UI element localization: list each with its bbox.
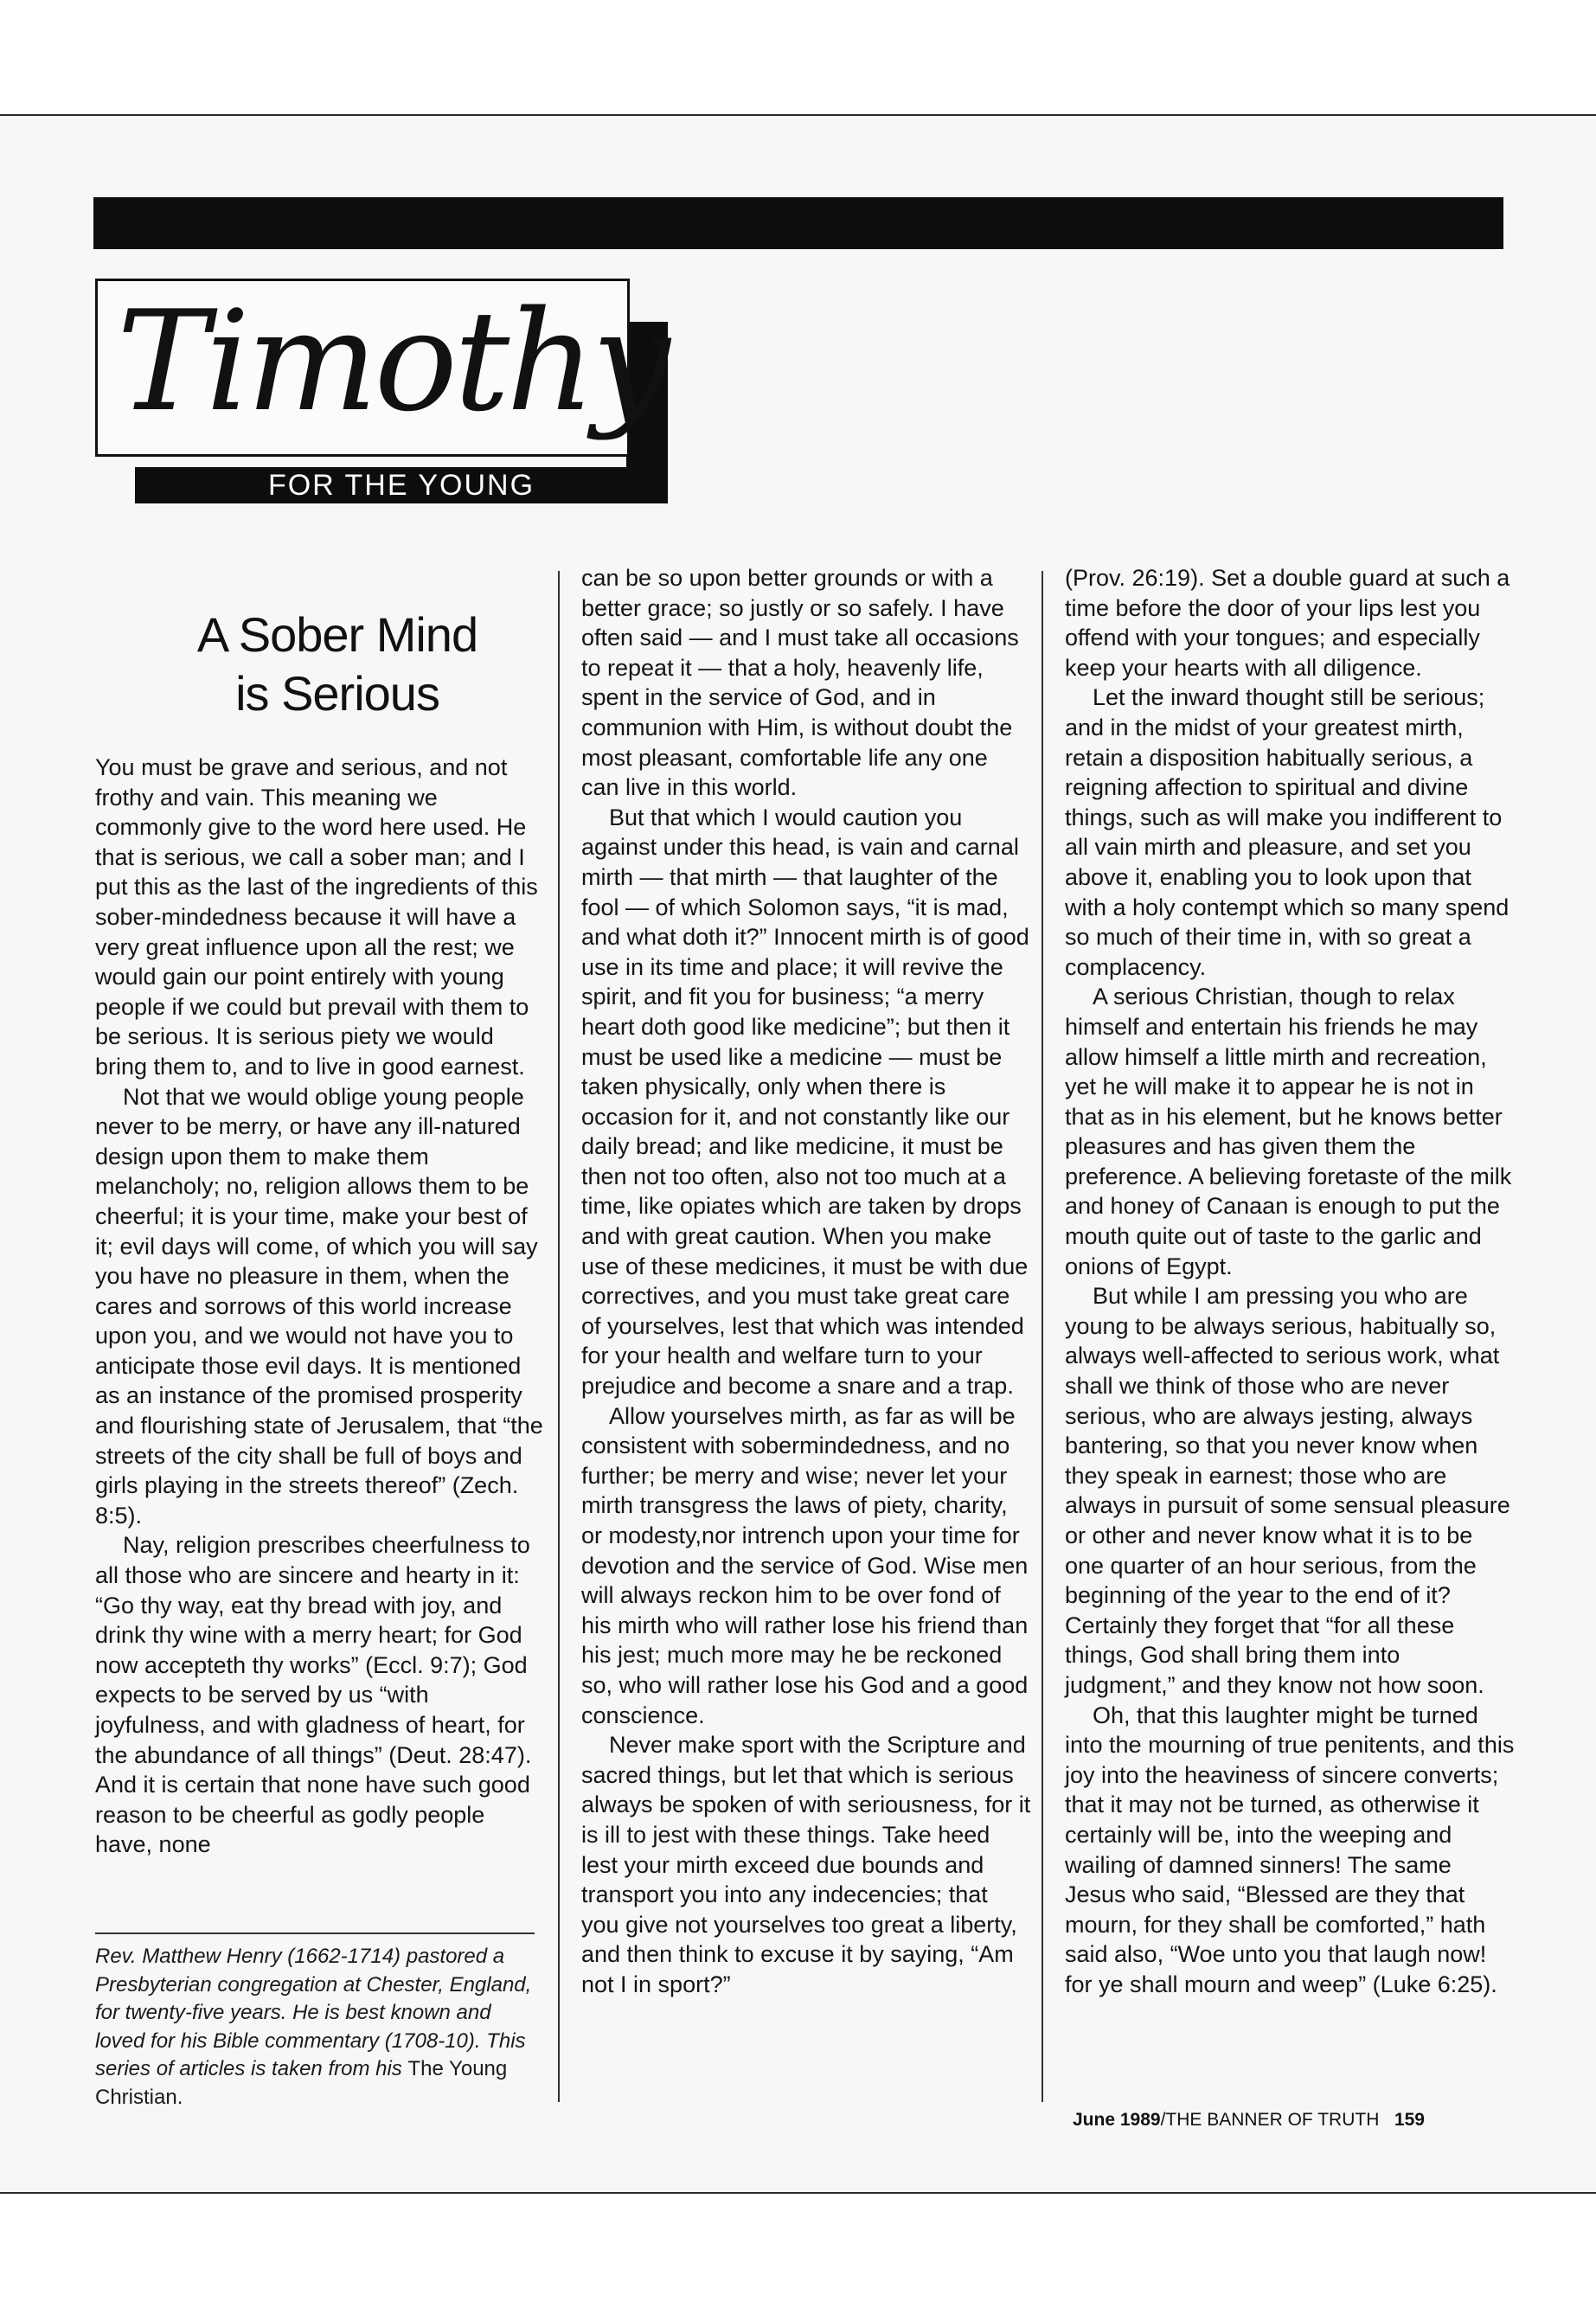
paragraph: Oh, that this laughter might be turned into the mourning of true penitents, and this joy into the heaviness of sincere converts; that it may not be turned, as otherwise it certainly will be, into the weeping and wailing of damned sinners! The same Jesus who said, “Blessed are they that mourn, for they shall be comforted,” hath said also, “Woe unto you that laugh now! for ye shall mourn and weep” (Luke 6:25). [1065, 1702, 1515, 1997]
page-number: 159 [1394, 2110, 1425, 2130]
paragraph: Not that we would oblige young people never to be merry, or have any ill-natured design upon them to make them melancholy; no, religion allows them to be cheerful; it is your time, make your best of it; evil days will come, of which you will say you have no pleasure in them, when the cares and sorrows of this world increase upon you, and we would not have you to anticipate those evil days. It is mentioned as an instance of the promised prosperity and flourishing state of Jerusalem, that “the streets of the city shall be full of boys and girls playing in the streets thereof” (Zech. 8:5). [95, 1083, 543, 1529]
issue-date: June 1989 [1073, 2110, 1161, 2130]
paragraph: Nay, religion prescribes cheerfulness to all those who are sincere and hearty in it: “Go thy way, eat thy bread with joy, and drink thy wine with a merry heart; for God now accepteth thy works” (Eccl. 9:7); God expects to be served by us “with joyfulness, and with gladness of heart, for the abundance of all things” (Deut. 28:47). And it is certain that none have such good reason to be cheerful as godly people have, none [95, 1532, 532, 1858]
book-title: The Young Christian. [95, 2057, 508, 2109]
paragraph: A serious Christian, though to relax himself and entertain his friends he may allow himself a little mirth and recreation, yet he will make it to appear he is not in that as in his element, but he knows better pleasures and has given them the preference. A believing foretaste of the milk and honey of Canaan is enough to put the mouth quite out of taste to the garlic and onions of Egypt. [1065, 984, 1512, 1279]
paragraph: (Prov. 26:19). Set a double guard at such a time before the door of your lips lest you offend with your tongues; and especially keep your hearts with all diligence. [1065, 565, 1510, 681]
author-bio-text: Rev. Matthew Henry (1662-1714) pastored a Presbyterian congregation at Chester, England, for twenty-five years. He is best known and loved for his Bible commentary (1708-10). This series of articles is taken from his [95, 1945, 532, 2080]
text-column-3 [1065, 563, 1515, 2000]
article-title [95, 606, 580, 723]
article-title-line-1: A Sober Mind [196, 607, 478, 662]
paragraph: can be so upon better grounds or with a better grace; so justly or so safely. I have often said — and I must take all occasions to repeat it — that a holy, heavenly life, spent in the service of God, and in communion with Him, is without doubt the most pleasant, comfortable life any one can live in this world. [581, 565, 1019, 801]
article-title-line-2: is Serious [235, 666, 439, 721]
bio-divider [95, 1932, 535, 1934]
paragraph: But while I am pressing you who are young to be always serious, habitually so, always well-affected to serious work, what shall we think of those who are never serious, who are always jesting, always bantering, so that you never know when they speak in earnest; those who are always in pursuit of some sensual pleasure or other and never know what it is to be one quarter of an hour serious, from the beginning of the year to the end of it? Certainly they forget that “for all these things, God shall bring them into judgment,” and they know not how soon. [1065, 1283, 1510, 1698]
text-column-1 [95, 753, 543, 1860]
paragraph: Allow yourselves mirth, as far as will be consistent with sobermindedness, and no further; be merry and wise; never let your mirth transgress the laws of piety, charity, or modesty,nor intrench upon your time for devotion and the service of God. Wise men will always reckon him to be over fond of his mirth who will rather lose his friend than his jest; much more may he be reckoned so, who will rather lose his God and a good conscience. [581, 1402, 1029, 1728]
column-divider [1042, 571, 1043, 2102]
paragraph: Let the inward thought still be serious; and in the midst of your greatest mirth, retain a disposition habitually serious, a reigning affection to spiritual and divine things, such as will make you indifferent to all vain mirth and pleasure, and set you above it, enabling you to look upon that with a holy contempt which so many spend so much of their time in, with so great a complacency. [1065, 684, 1509, 980]
magazine-name: /THE BANNER OF TRUTH [1160, 2110, 1380, 2130]
author-bio [95, 1943, 545, 2112]
page-footer [1073, 2107, 1505, 2133]
paragraph: You must be grave and serious, and not frothy and vain. This meaning we commonly give to the word here used. He that is serious, we call a sober man; and I put this as the last of the ingredients of this sober-mindedness because it will have a very great influence upon all the rest; we would gain our point entirely with young people if we could but prevail with them to be serious. It is serious piety we would bring them to, and to live in good earnest. [95, 754, 538, 1080]
magazine-section-logo: Timothy [117, 280, 667, 442]
section-banner: FOR THE YOUNG [135, 467, 668, 503]
header-black-bar [93, 197, 1503, 249]
column-divider [558, 571, 560, 2102]
text-column-2 [581, 563, 1031, 2000]
paragraph: Never make sport with the Scripture and sacred things, but let that which is serious always be spoken of with seriousness, for it is ill to jest with these things. Take heed lest your mirth exceed due bounds and transport you into any indecencies; that you give not yourselves too great a liberty, and then think to excuse it by saying, “Am not I in sport?” [581, 1732, 1031, 1997]
paragraph: But that which I would caution you against under this head, is vain and carnal mirth — that mirth — that laughter of the fool — of which Solomon says, “it is mad, and what doth it?” Innocent mirth is of good use in its time and place; it will revive the spirit, and fit you for business; “a merry heart doth good like medicine”; but then it must be used like a medicine — must be taken physically, only when there is occasion for it, and not constantly like our daily bread; and like medicine, it must be then not too often, also not too much at a time, like opiates which are taken by drops and with great caution. When you make use of these medicines, it must be with due correctives, and you must take great care of yourselves, lest that which was intended for your health and welfare turn to your prejudice and become a snare and a trap. [581, 804, 1029, 1400]
